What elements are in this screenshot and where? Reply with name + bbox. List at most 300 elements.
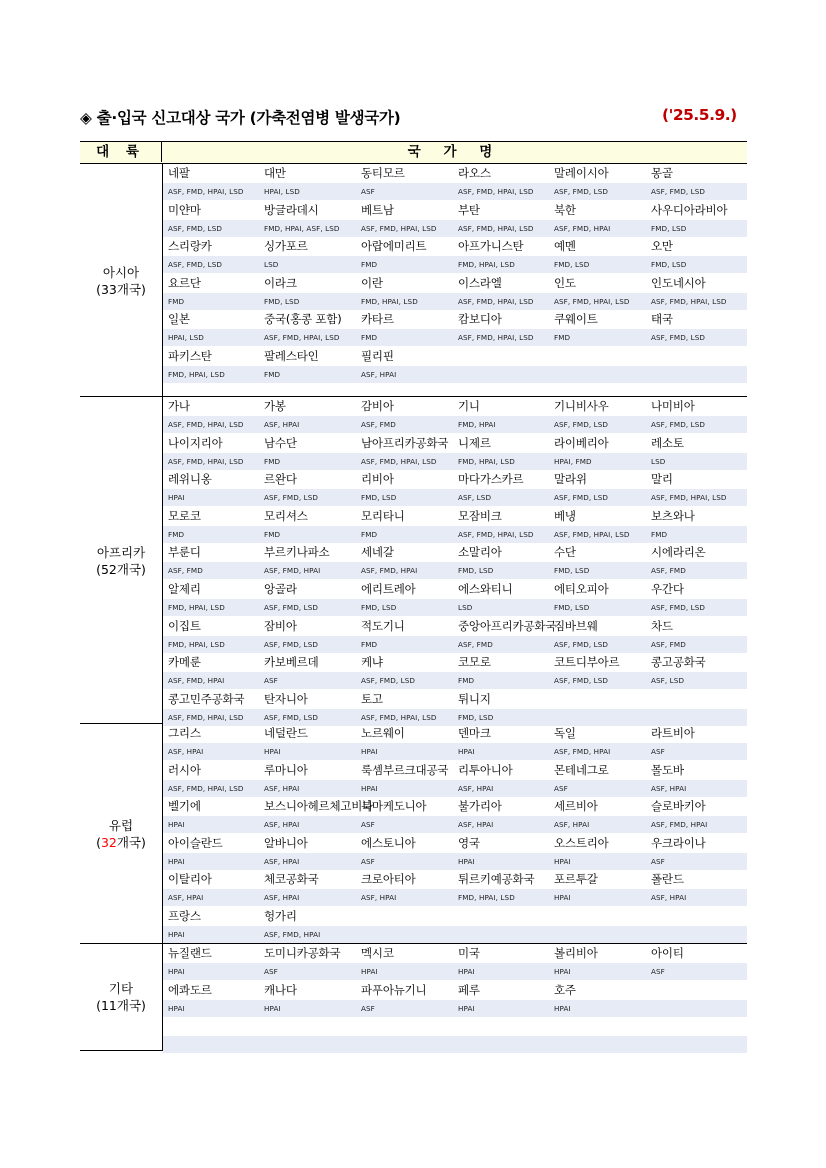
disease-codes xyxy=(554,926,650,943)
disease-codes: FMD xyxy=(361,260,378,270)
disease-codes: HPAI, LSD xyxy=(168,333,204,343)
disease-codes: ASF, FMD, HPAI xyxy=(264,930,321,939)
disease-codes: ASF, FMD, HPAI xyxy=(168,676,225,686)
country-name: 영국 xyxy=(458,835,480,850)
country-name: 동티모르 xyxy=(361,166,405,180)
country-table xyxy=(80,141,747,1051)
disease-codes xyxy=(168,1036,263,1053)
disease-codes: ASF, HPAI xyxy=(361,370,397,379)
country-name xyxy=(458,347,553,366)
country-name: 레위니옹 xyxy=(168,472,212,487)
country-name: 코모로 xyxy=(458,655,491,670)
table-row xyxy=(163,1017,747,1054)
disease-codes xyxy=(651,1000,747,1017)
country-name: 파푸아뉴기니 xyxy=(361,982,427,997)
disease-codes: FMD, HPAI, LSD xyxy=(458,893,515,903)
disease-codes: HPAI xyxy=(458,1003,475,1013)
disease-codes: HPAI xyxy=(361,747,378,756)
disease-codes: HPAI xyxy=(168,856,185,866)
table-row xyxy=(163,347,747,384)
table-row xyxy=(163,761,747,798)
disease-codes: ASF, HPAI xyxy=(264,783,300,793)
disease-codes: FMD xyxy=(361,639,378,649)
disease-codes: ASF xyxy=(361,856,375,866)
table-row xyxy=(163,797,747,834)
disease-codes: ASF xyxy=(361,187,375,196)
disease-codes: ASF, FMD, LSD xyxy=(554,420,609,429)
disease-codes: LSD xyxy=(651,456,666,466)
region-block xyxy=(80,944,747,1050)
table-row xyxy=(163,690,747,727)
region-label xyxy=(80,544,162,578)
country-name: 태국 xyxy=(651,312,673,327)
disease-codes: ASF, FMD, HPAI xyxy=(554,223,611,233)
table-row xyxy=(163,724,747,761)
disease-codes: HPAI, LSD xyxy=(264,187,300,196)
country-name: 에콰도르 xyxy=(168,982,212,997)
country-name xyxy=(458,907,553,926)
disease-codes: FMD, HPAI, LSD xyxy=(168,639,225,649)
country-name: 인도네시아 xyxy=(651,275,706,290)
disease-codes: ASF, FMD, HPAI xyxy=(554,747,611,756)
disease-codes xyxy=(458,1036,553,1053)
country-name: 도미니카공화국 xyxy=(264,946,341,960)
document-title: ◈ 출·입국 신고대상 국가 (가축전염병 발생국가) xyxy=(80,109,401,127)
country-name: 오스트리아 xyxy=(554,835,609,850)
disease-codes: ASF, FMD, HPAI, LSD xyxy=(458,187,534,196)
region-count xyxy=(80,834,162,851)
disease-codes: ASF, HPAI xyxy=(168,747,204,756)
disease-codes: ASF, FMD, HPAI, LSD xyxy=(361,712,437,722)
disease-codes: ASF, HPAI xyxy=(264,893,300,903)
country-name: 미얀마 xyxy=(168,202,201,217)
country-name: 에스토니아 xyxy=(361,835,416,850)
country-name: 잠비아 xyxy=(264,618,297,633)
country-name xyxy=(554,690,650,709)
country-name: 아이티 xyxy=(651,946,684,960)
table-row xyxy=(163,164,747,201)
country-name: 덴마크 xyxy=(458,726,491,740)
table-row xyxy=(163,397,747,434)
region-count-prefix: ( xyxy=(96,835,101,850)
disease-codes: FMD, HPAI, LSD xyxy=(458,260,515,270)
country-name: 캄보디아 xyxy=(458,312,502,327)
disease-codes: ASF, FMD, HPAI, LSD xyxy=(168,420,244,429)
country-name xyxy=(554,347,650,366)
disease-codes: HPAI xyxy=(554,1003,571,1013)
country-name: 니제르 xyxy=(458,435,491,450)
country-name: 베냉 xyxy=(554,508,576,523)
country-name: 보츠와나 xyxy=(651,508,695,523)
disease-codes: ASF, FMD xyxy=(458,639,493,649)
region-block xyxy=(80,164,747,397)
country-name: 일본 xyxy=(168,312,190,327)
country-name: 가봉 xyxy=(264,399,286,413)
disease-codes: ASF, FMD, HPAI, LSD xyxy=(458,296,534,306)
country-name: 인도 xyxy=(554,275,576,290)
country-name: 보스니아헤르체고비나 xyxy=(264,799,374,814)
disease-codes: ASF xyxy=(651,967,665,976)
disease-codes: ASF, FMD xyxy=(651,566,686,576)
disease-codes: FMD, HPAI, LSD xyxy=(168,603,225,612)
document-date: ('25.5.9.) xyxy=(662,106,737,124)
country-name: 대만 xyxy=(264,166,286,180)
country-name: 독일 xyxy=(554,726,576,740)
disease-codes: ASF, LSD xyxy=(651,676,685,686)
disease-codes: FMD xyxy=(264,529,281,539)
country-name: 나이지리아 xyxy=(168,435,223,450)
table-row xyxy=(163,653,747,690)
disease-codes: ASF, FMD, LSD xyxy=(554,493,609,503)
disease-codes: ASF, FMD, HPAI xyxy=(264,566,321,576)
country-name: 헝가리 xyxy=(264,909,297,923)
country-name: 라이베리아 xyxy=(554,435,609,450)
country-name: 네덜란드 xyxy=(264,726,308,740)
disease-codes xyxy=(361,926,457,943)
country-name: 말라위 xyxy=(554,472,587,487)
disease-codes: ASF, FMD, HPAI, LSD xyxy=(554,529,630,539)
country-name: 짐바브웨 xyxy=(554,618,598,633)
disease-codes: ASF, FMD, LSD xyxy=(651,187,706,196)
disease-codes: ASF, HPAI xyxy=(264,856,300,866)
table-row xyxy=(163,507,747,544)
country-name: 중앙아프리카공화국 xyxy=(458,618,557,633)
country-name: 르완다 xyxy=(264,472,297,487)
country-name: 쿠웨이트 xyxy=(554,312,598,327)
disease-codes: ASF, FMD xyxy=(651,639,686,649)
disease-codes: ASF, FMD, HPAI, LSD xyxy=(168,712,244,722)
country-name: 모로코 xyxy=(168,508,201,523)
country-name: 모리타니 xyxy=(361,508,405,523)
table-row xyxy=(163,310,747,347)
disease-codes: FMD, LSD xyxy=(554,260,590,270)
region-label xyxy=(80,817,162,851)
disease-codes: ASF, HPAI xyxy=(264,420,300,429)
country-name: 네팔 xyxy=(168,166,190,180)
disease-codes xyxy=(554,1036,650,1053)
disease-codes: ASF, HPAI xyxy=(458,783,494,793)
table-row xyxy=(163,617,747,654)
country-name: 리비아 xyxy=(361,472,394,487)
country-name: 팔레스타인 xyxy=(264,349,319,363)
disease-codes: ASF, FMD, HPAI, LSD xyxy=(651,493,727,503)
disease-codes: FMD, LSD xyxy=(651,260,687,270)
disease-codes xyxy=(458,926,553,943)
country-name: 콩고공화국 xyxy=(651,655,706,670)
country-name: 우크라이나 xyxy=(651,835,706,850)
disease-codes: HPAI xyxy=(458,747,475,756)
disease-codes xyxy=(458,366,553,383)
country-name: 콩고민주공화국 xyxy=(168,691,245,706)
disease-codes: FMD xyxy=(264,370,281,379)
disease-codes: ASF, FMD, HPAI, LSD xyxy=(458,333,534,343)
disease-codes: ASF xyxy=(361,1003,375,1013)
country-name: 부탄 xyxy=(458,202,480,217)
country-name: 싱가포르 xyxy=(264,239,308,254)
table-header xyxy=(80,142,747,164)
disease-codes: FMD, HPAI, LSD xyxy=(458,456,515,466)
country-name: 요르단 xyxy=(168,275,201,290)
region-count: (11개국) xyxy=(96,998,146,1013)
disease-codes: ASF xyxy=(361,820,375,830)
country-name: 세네갈 xyxy=(361,545,394,560)
disease-codes: HPAI xyxy=(264,1003,281,1013)
country-name: 몽골 xyxy=(651,166,673,180)
country-name xyxy=(651,1017,747,1036)
disease-codes: ASF, FMD, HPAI, LSD xyxy=(458,529,534,539)
country-name: 차드 xyxy=(651,618,673,633)
region-count: (33개국) xyxy=(96,281,146,297)
country-name: 방글라데시 xyxy=(264,202,319,217)
country-name xyxy=(651,347,747,366)
disease-codes xyxy=(361,1036,457,1053)
disease-codes: ASF, FMD, HPAI, LSD xyxy=(264,333,340,343)
country-name: 튀니지 xyxy=(458,691,491,706)
header-continent: 대 륙 xyxy=(80,142,162,162)
country-name: 우간다 xyxy=(651,582,684,596)
disease-codes: ASF xyxy=(264,676,278,686)
country-name: 수단 xyxy=(554,545,576,560)
disease-codes: ASF, FMD, LSD xyxy=(651,333,706,343)
disease-codes: FMD xyxy=(168,529,185,539)
disease-codes: FMD xyxy=(361,333,378,343)
country-name: 룩셈부르크대공국 xyxy=(361,762,449,777)
disease-codes xyxy=(651,366,747,383)
disease-codes: ASF, HPAI xyxy=(264,820,300,830)
region-count: (52개국) xyxy=(96,561,146,577)
country-name: 몬테네그로 xyxy=(554,762,609,777)
disease-codes: ASF, FMD, HPAI, LSD xyxy=(168,783,244,793)
table-row xyxy=(163,543,747,580)
country-name: 가나 xyxy=(168,399,190,413)
country-name: 모리셔스 xyxy=(264,508,308,523)
country-name: 남아프리카공화국 xyxy=(361,435,449,450)
country-name: 기니비사우 xyxy=(554,399,609,413)
country-name: 에리트레아 xyxy=(361,582,416,596)
disease-codes: FMD, HPAI, LSD xyxy=(361,296,418,306)
region-block xyxy=(80,397,747,724)
country-name: 벨기에 xyxy=(168,799,201,814)
country-name xyxy=(458,1017,553,1036)
country-name: 필리핀 xyxy=(361,349,394,363)
country-name: 시에라리온 xyxy=(651,545,706,560)
disease-codes: LSD xyxy=(458,603,473,612)
disease-codes: ASF, FMD, LSD xyxy=(168,223,223,233)
disease-codes: HPAI xyxy=(361,783,378,793)
country-name: 그리스 xyxy=(168,726,201,740)
country-name: 미국 xyxy=(458,946,480,960)
country-name: 체코공화국 xyxy=(264,872,319,887)
disease-codes: FMD xyxy=(651,529,668,539)
disease-codes: ASF, FMD, HPAI, LSD xyxy=(168,456,244,466)
disease-codes: ASF, FMD, LSD xyxy=(651,420,706,429)
disease-codes: ASF, FMD, LSD xyxy=(554,676,609,686)
disease-codes: ASF, FMD xyxy=(361,420,396,429)
country-name: 북마케도니아 xyxy=(361,799,427,814)
disease-codes: HPAI xyxy=(458,967,475,976)
country-name: 오만 xyxy=(651,239,673,254)
table-row xyxy=(163,470,747,507)
region-name: 아시아 xyxy=(102,264,140,280)
disease-codes: ASF, LSD xyxy=(458,493,492,503)
country-name xyxy=(651,981,747,1000)
disease-codes: HPAI xyxy=(458,856,475,866)
disease-codes: FMD xyxy=(264,456,281,466)
country-name: 말레이시아 xyxy=(554,166,609,180)
disease-codes: ASF, FMD, LSD xyxy=(554,187,609,196)
table-row xyxy=(163,834,747,871)
disease-codes xyxy=(554,366,650,383)
country-name: 카메룬 xyxy=(168,655,201,670)
country-name: 노르웨이 xyxy=(361,726,405,740)
disease-codes: FMD, LSD xyxy=(458,712,494,722)
disease-codes: HPAI xyxy=(168,493,185,503)
disease-codes: ASF, FMD, LSD xyxy=(361,676,416,686)
country-name: 이집트 xyxy=(168,618,201,633)
country-name: 베트남 xyxy=(361,202,394,217)
country-name: 기니 xyxy=(458,399,480,413)
country-name: 파키스탄 xyxy=(168,349,212,363)
disease-codes: ASF, FMD, HPAI, LSD xyxy=(651,296,727,306)
country-name: 뉴질랜드 xyxy=(168,946,212,960)
disease-codes: FMD xyxy=(168,296,185,306)
country-name: 이라크 xyxy=(264,275,297,290)
country-name: 에티오피아 xyxy=(554,582,609,596)
country-name: 예멘 xyxy=(554,239,576,254)
disease-codes: HPAI, FMD xyxy=(554,456,592,466)
country-name: 리투아니아 xyxy=(458,762,513,777)
disease-codes: HPAI xyxy=(554,856,571,866)
disease-codes: ASF, FMD, HPAI, LSD xyxy=(554,296,630,306)
region-block xyxy=(80,724,747,944)
disease-codes: ASF, FMD, HPAI, LSD xyxy=(361,223,437,233)
disease-codes: FMD, HPAI, ASF, LSD xyxy=(264,223,340,233)
country-name: 호주 xyxy=(554,982,576,997)
country-name: 케냐 xyxy=(361,655,383,670)
country-name: 불가리아 xyxy=(458,799,502,814)
disease-codes: HPAI xyxy=(168,967,185,976)
region-name: 기타 xyxy=(108,981,134,996)
country-name: 튀르키예공화국 xyxy=(458,872,535,887)
country-name: 아이슬란드 xyxy=(168,835,223,850)
country-name: 사우디아라비아 xyxy=(651,202,728,217)
country-name: 코트디부아르 xyxy=(554,655,620,670)
disease-codes: FMD xyxy=(554,333,571,343)
table-row xyxy=(163,944,747,981)
disease-codes: FMD xyxy=(458,676,475,686)
table-row xyxy=(163,981,747,1018)
country-name xyxy=(264,1017,360,1036)
country-name xyxy=(361,907,457,926)
country-name: 에스와티니 xyxy=(458,582,513,596)
disease-codes: ASF, HPAI xyxy=(651,893,687,903)
country-name: 몰도바 xyxy=(651,762,684,777)
country-name: 폴란드 xyxy=(651,872,684,887)
country-name: 루마니아 xyxy=(264,762,308,777)
country-name: 스리랑카 xyxy=(168,239,212,254)
country-name: 레소토 xyxy=(651,435,684,450)
country-name: 캐나다 xyxy=(264,982,297,997)
country-name: 프랑스 xyxy=(168,909,201,923)
country-name xyxy=(554,1017,650,1036)
disease-codes: ASF xyxy=(554,783,568,793)
disease-codes: FMD, LSD xyxy=(361,603,397,612)
disease-codes: HPAI xyxy=(554,967,571,976)
country-name: 라트비아 xyxy=(651,726,695,740)
country-name: 알제리 xyxy=(168,582,201,596)
country-name: 아랍에미리트 xyxy=(361,239,427,254)
country-name: 탄자니아 xyxy=(264,691,308,706)
disease-codes: FMD xyxy=(361,529,378,539)
country-name: 말리 xyxy=(651,472,673,487)
country-name xyxy=(168,1017,263,1036)
disease-codes: ASF, FMD, HPAI, LSD xyxy=(168,187,244,196)
disease-codes: ASF, FMD, HPAI xyxy=(361,566,418,576)
disease-codes: ASF, HPAI xyxy=(168,893,204,903)
disease-codes: FMD, HPAI xyxy=(458,420,496,429)
disease-codes: ASF, FMD, LSD xyxy=(264,639,319,649)
country-name: 북한 xyxy=(554,202,576,217)
country-name: 마다가스카르 xyxy=(458,472,524,487)
country-name: 이탈리아 xyxy=(168,872,212,887)
country-name xyxy=(651,690,747,709)
country-name: 세르비아 xyxy=(554,799,598,814)
disease-codes: ASF xyxy=(651,747,665,756)
region-name: 아프리카 xyxy=(96,544,146,560)
country-name xyxy=(361,1017,457,1036)
disease-codes: HPAI xyxy=(554,893,571,903)
country-name: 부룬디 xyxy=(168,545,201,560)
country-name: 라오스 xyxy=(458,166,491,180)
country-name: 이란 xyxy=(361,275,383,290)
table-row xyxy=(163,434,747,471)
region-count-number: 32 xyxy=(100,835,117,850)
country-name: 아프가니스탄 xyxy=(458,239,524,254)
disease-codes: ASF, FMD, HPAI, LSD xyxy=(361,456,437,466)
disease-codes: ASF, FMD, HPAI xyxy=(651,820,708,830)
disease-codes: FMD, LSD xyxy=(458,566,494,576)
country-name: 소말리아 xyxy=(458,545,502,560)
disease-codes: ASF, FMD xyxy=(168,566,203,576)
disease-codes: FMD, LSD xyxy=(651,223,687,233)
disease-codes: HPAI xyxy=(361,967,378,976)
disease-codes: FMD, LSD xyxy=(361,493,397,503)
country-name: 중국(홍콩 포함) xyxy=(264,312,342,327)
disease-codes: ASF, HPAI xyxy=(651,783,687,793)
country-name: 알바니아 xyxy=(264,835,308,850)
country-name: 포르투갈 xyxy=(554,872,598,887)
country-name: 카보베르데 xyxy=(264,655,319,670)
country-name: 이스라엘 xyxy=(458,275,502,290)
disease-codes: ASF xyxy=(264,967,278,976)
disease-codes: ASF, FMD, HPAI, LSD xyxy=(458,223,534,233)
disease-codes: FMD, LSD xyxy=(554,603,590,612)
country-name: 앙골라 xyxy=(264,582,297,596)
country-name: 적도기니 xyxy=(361,618,405,633)
country-name: 부르키나파소 xyxy=(264,545,330,560)
disease-codes: HPAI xyxy=(264,747,281,756)
country-name xyxy=(554,907,650,926)
country-name: 러시아 xyxy=(168,762,201,777)
disease-codes xyxy=(651,1036,747,1053)
region-label xyxy=(80,980,162,1014)
disease-codes: ASF, FMD, LSD xyxy=(264,712,319,722)
disease-codes: ASF, FMD, LSD xyxy=(168,260,223,270)
table-row xyxy=(163,201,747,238)
country-name: 나미비아 xyxy=(651,399,695,413)
disease-codes: ASF, FMD, LSD xyxy=(651,603,706,612)
table-row xyxy=(163,274,747,311)
